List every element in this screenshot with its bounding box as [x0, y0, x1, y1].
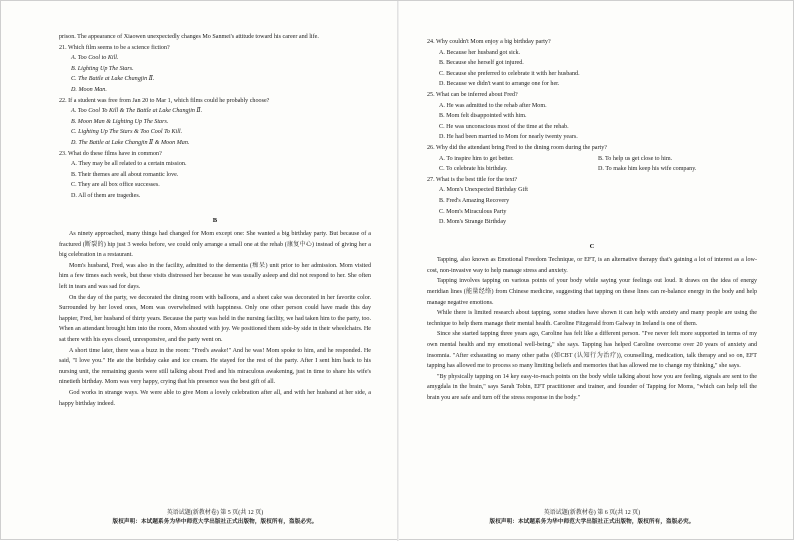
option: A. Mom's Unexpected Birthday Gift: [439, 187, 528, 194]
option: C. Mom's Miraculous Party: [439, 208, 507, 215]
passage-paragraph: Mom's husband, Fred, was also in the facility, admitted to the dementia (痴呆) unit prior to her admission. Mom visited him a few times each week, but these visits distressed her because he was usually asleep and did not respond to her. She often left in tears and was sad for days.: [59, 262, 371, 291]
option: D. All of them are tragedies.: [71, 192, 141, 199]
section-b-title: B: [212, 216, 218, 224]
passage-paragraph: "By physically tapping on 14 key easy-to-reach points on the body while talking about how you are feeling, signals are sent to the amygdala in the brain," says Sarah Tobin, EFT practitioner and trainer, and founder of Tapping for Moms, "which can help tell the brain you are safe and turn off the stress response in the body.": [427, 373, 757, 401]
passage-paragraph: While there is limited research about tapping, some studies have shown it can help with anxiety and many people are using the technique to help them manage their mental health. Caroline Fitzgerald from Galway in Ireland is one of them.: [427, 310, 757, 327]
option: B. Mom felt disappointed with him.: [439, 113, 527, 120]
page-fold: [397, 1, 399, 541]
section-c-title: C: [589, 242, 595, 250]
option: D. Mom's Strange Birthday: [439, 219, 507, 226]
option: C. The Battle at Lake Changjin Ⅱ.: [71, 76, 155, 83]
question-22: [59, 96, 371, 149]
option: B. Because she herself got injured.: [439, 60, 524, 67]
option: A. Too Cool To Kill & The Battle at Lake Changjin Ⅱ.: [71, 108, 203, 115]
left-page: [59, 1, 371, 541]
question-23: [59, 149, 371, 202]
option: D. To make him keep his wife company.: [598, 166, 697, 173]
option: C. Lighting Up The Stars & Too Cool To Kill.: [71, 129, 183, 136]
option: C. They are all box office successes.: [71, 182, 160, 189]
option-row: [427, 154, 757, 165]
right-footer: [427, 509, 757, 527]
option: D. Because we didn't want to arrange one for her.: [439, 81, 560, 88]
option: C. He was unconscious most of the time at the rehab.: [439, 123, 569, 130]
question-stem: 22. If a student was free from Jan 20 to Mar 1, which films could he probably choose?: [59, 97, 270, 104]
passage-paragraph: Tapping involves tapping on various points of your body while saying your feelings out loud. It draws on the idea of energy meridian lines (能量经络) from Chinese medicine, suggesting that tapping on these lines can re-balance energy in the body and help manage negative emotions.: [427, 278, 757, 306]
option: B. Moon Man & Lighting Up The Stars.: [71, 118, 169, 125]
option: D. Moon Man.: [71, 86, 107, 93]
question-24: [427, 37, 757, 90]
option: A. Too Cool to Kill.: [71, 55, 119, 62]
option: D. The Battle at Lake Changjin Ⅱ & Moon Man.: [71, 139, 190, 146]
option-row: [427, 164, 757, 175]
copyright-notice: 版权声明：本试题系务为华中师范大学出版社正式出版物，版权所有，盗版必究。: [489, 519, 695, 525]
question-stem: 23. What do these films have in common?: [59, 150, 162, 157]
question-stem: 24. Why couldn't Mom enjoy a big birthday party?: [427, 39, 551, 45]
question-25: [427, 90, 757, 143]
page-number: 英语试题(新教材卷) 第 6 页(共 12 页): [543, 510, 641, 516]
intro-line: prison. The appearance of Xiaowen unexpectedly changes Mo Sanmei's attitude toward his career and life.: [59, 34, 319, 40]
copyright-notice: 版权声明：本试题系务为华中师范大学出版社正式出版物，版权所有，盗版必究。: [112, 519, 318, 525]
option: D. He had been married to Mom for nearly twenty years.: [439, 134, 578, 141]
passage-paragraph: Since she started tapping three years ago, Caroline has felt like a different person. "I've never felt more supported in terms of my own mental health and my emotional well-being," she says. Tapping has helped Caroline overcome over 20 years of anxiety and insomnia. "After exhausting so many other paths (如CBT (认知行为治疗)), counselling, medication, talk therapy and so on, EFT tapping has allowed me to process so many limiting beliefs and memories that has allowed me to change my thinking," she says.: [427, 331, 757, 370]
option: A. He was admitted to the rehab after Mom.: [439, 102, 547, 109]
passage-paragraph: On the day of the party, we decorated the dining room with balloons, and a sheet cake was decorated in her favorite color. Surrounded by her loved ones, Mom was overwhelmed with happiness. Only one other person could have made this day happier, Fred, her husband of thirty years. Because the party was held in the nursing facility, we had taken him to the party, too. When an attendant brought him into the room, Mom shouted with joy. We positioned them side-by side in their wheelchairs. He sat there with his eyes closed, unresponsive, and the party went on.: [59, 294, 371, 344]
option: A. To inspire him to get better.: [439, 155, 514, 162]
option: C. To celebrate his birthday.: [439, 166, 508, 173]
passage-paragraph: Tapping, also known as Emotional Freedom Technique, or EFT, is an alternative therapy that's gaining a lot of interest as a low-cost, non-invasive way to help manage stress and anxiety.: [427, 257, 757, 274]
option: B. Lighting Up The Stars.: [71, 65, 134, 72]
passage-paragraph: God works in strange ways. We were able to give Mom a lovely celebration after all, and with her husband at her side, a happy birthday indeed.: [59, 390, 371, 407]
option: C. Because she preferred to celebrate it with her husband.: [439, 70, 580, 77]
question-stem: 25. What can be inferred about Fred?: [427, 91, 518, 98]
passage-paragraph: As ninety approached, many things had changed for Mom except one: She wanted a big birthday party. But because of a fractured (断裂的) hip just 3 weeks before, we could only arrange a small one at the rehab (康复中心) instead of giving her a big celebration in a restaurant.: [59, 231, 371, 259]
option: A. Because her husband got sick.: [439, 49, 521, 56]
question-stem: 26. Why did the attendant bring Fred to the dining room during the party?: [427, 144, 607, 151]
option: B. Fred's Amazing Recovery: [439, 197, 510, 204]
question-27: [427, 175, 757, 228]
question-26: [427, 143, 757, 175]
question-stem: 21. Which film seems to be a science fiction?: [59, 44, 170, 51]
passage-paragraph: A short time later, there was a buzz in the room: "Fred's awake!" And he was! Mom spoke to him, and he responded. He said, "I love you." He ate the birthday cake and ice cream. He stayed for the rest of the party. After I sent him back to his nursing unit, the remaining guests were still talking about Fred and his miraculous awakening, just in time to share his wife's ninetieth birthday. Mom was very happy, crying that his presence was the best gift of all.: [59, 347, 371, 386]
option: A. They may be all related to a certain mission.: [71, 161, 187, 168]
left-footer: [59, 509, 371, 527]
page-number: 英语试题(新教材卷) 第 5 页(共 12 页): [166, 510, 264, 516]
question-21: [59, 43, 371, 96]
option: B. To help us get close to him.: [598, 155, 673, 162]
option: B. Their themes are all about romantic love.: [71, 171, 179, 178]
question-stem: 27. What is the best title for the text?: [427, 176, 518, 183]
right-page: [427, 1, 757, 541]
